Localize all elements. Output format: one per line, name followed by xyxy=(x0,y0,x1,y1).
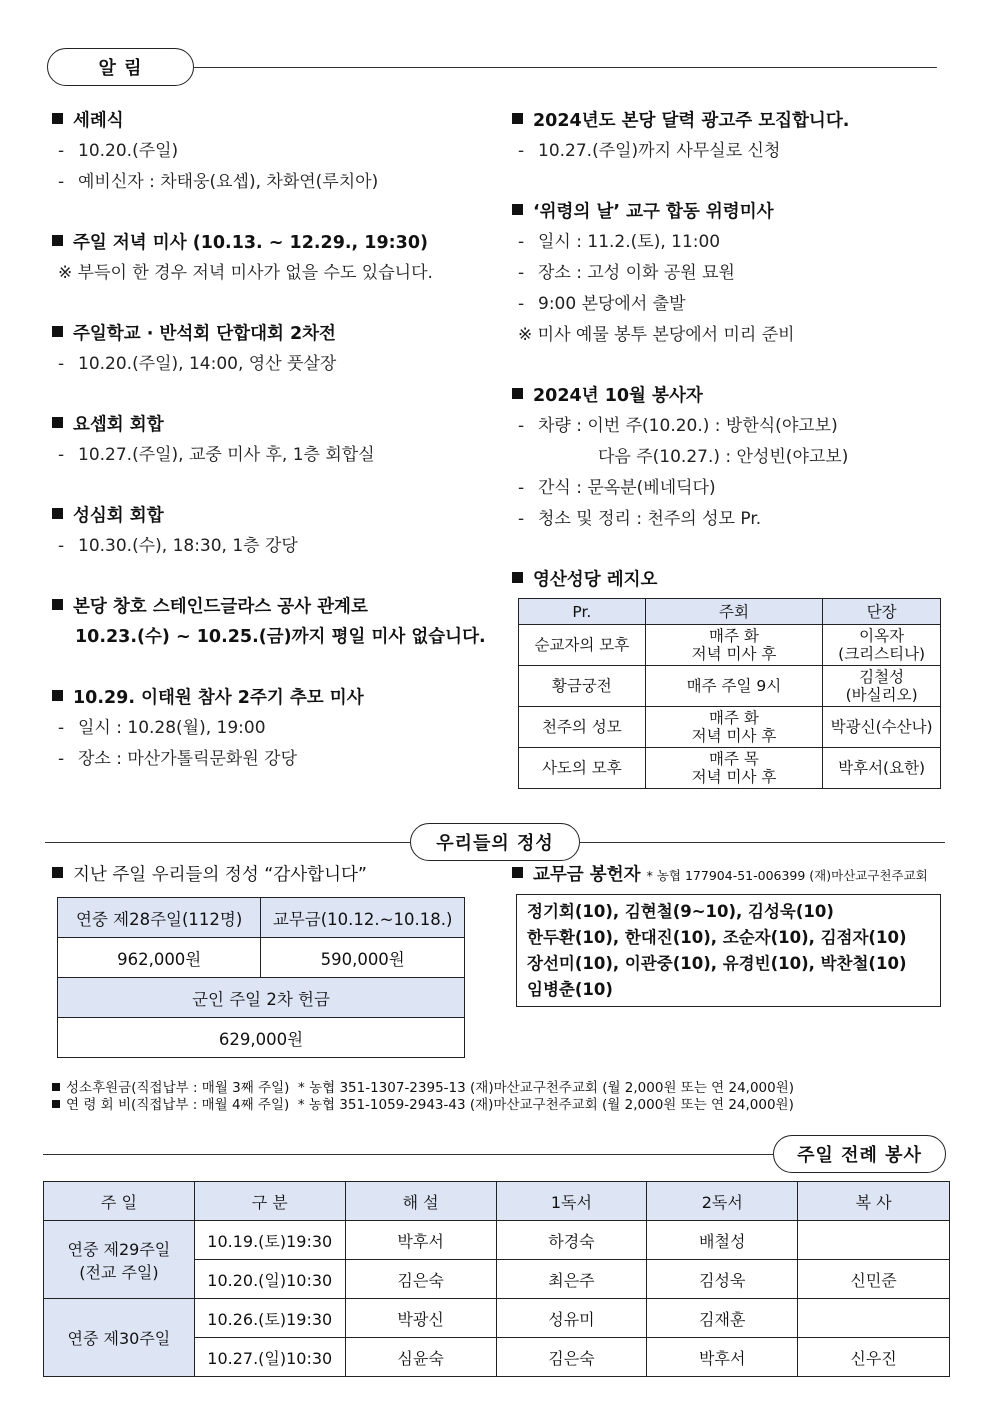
bullet-square-icon xyxy=(52,235,63,246)
offering-thanks-title: 지난 주일 우리들의 정성 “감사합니다” xyxy=(52,860,367,890)
notice-sacred-heart-meeting: 성심회 회합 - 10.30.(수), 18:30, 1층 강당 xyxy=(52,501,502,562)
divider xyxy=(194,67,937,68)
offering-header: 우리들의 정성 xyxy=(410,823,580,861)
notice-sunday-evening-mass: 주일 저녁 미사 (10.13. ~ 12.29., 19:30) ※ 부득이 한 경우 저녁 미사가 없을 수도 있습니다. xyxy=(52,228,502,289)
table-row: 황금궁전 매주 주일 9시 김철성 (바실리오) xyxy=(519,666,941,707)
notice-baptism: 세례식 - 10.20.(주일) - 예비신자 : 차태웅(요셉), 차화연(루치아) xyxy=(52,106,502,198)
table-row: 천주의 성모 매주 화 저녁 미사 후 박광신(수산나) xyxy=(519,707,941,748)
bullet-square-icon xyxy=(52,599,63,610)
donors-title: 교무금 봉헌자 * 농협 177904-51-006399 (재)마산교구천주교회 xyxy=(512,860,928,891)
notices-right-column xyxy=(512,106,952,595)
note-vocation-support: 성소후원금(직접납부 : 매월 3째 주일) * 농협 351-1307-2395-13 (재)마산교구천주교회 (월 2,000원 또는 연 24,000원) xyxy=(52,1080,794,1097)
notice-calendar-ads: 2024년도 본당 달력 광고주 모집합니다. - 10.27.(주일)까지 사무실로 신청 xyxy=(512,106,952,167)
table-row: 순교자의 모후 매주 화 저녁 미사 후 이옥자 (크리스티나) xyxy=(519,625,941,666)
divider xyxy=(45,842,410,843)
notice-joseph-meeting: 요셉회 회합 - 10.27.(주일), 교중 미사 후, 1층 회합실 xyxy=(52,410,502,471)
notice-october-volunteers: 2024년 10월 봉사자 - 차량 : 이번 주(10.20.) : 방한식(야고보) 다음 주(10.27.) : 안성빈(야고보) - 간식 : 문옥분(베네딕다) - 청소 및 정리 : 천주의 성모 Pr. xyxy=(512,381,952,535)
bullet-square-icon xyxy=(512,572,523,583)
service-header: 주일 전례 봉사 xyxy=(773,1135,946,1173)
bullet-square-icon xyxy=(52,1100,60,1108)
table-row: 10.27.(일)10:30 심윤숙 김은숙 박후서 신우진 xyxy=(44,1338,950,1377)
table-row: 사도의 모후 매주 목 저녁 미사 후 박후서(요한) xyxy=(519,748,941,789)
table-row: 10.20.(일)10:30 김은숙 최은주 김성욱 신민준 xyxy=(44,1260,950,1299)
bullet-square-icon xyxy=(52,690,63,701)
table-row: 연중 제29주일 (전교 주일) 10.19.(토)19:30 박후서 하경숙 배철성 xyxy=(44,1221,950,1260)
donors-box: 정기회(10), 김현철(9~10), 김성욱(10) 한두환(10), 한대진(10), 조순자(10), 김점자(10) 장선미(10), 이관중(10), 유경빈(10), 박찬철(10) 임병춘(10) xyxy=(516,894,941,1007)
bullet-square-icon xyxy=(512,867,523,878)
legio-table xyxy=(518,598,941,789)
notices-header: 알 림 xyxy=(47,48,194,86)
notice-stained-glass: 본당 창호 스테인드글라스 공사 관계로 10.23.(수) ~ 10.25.(금)까지 평일 미사 없습니다. xyxy=(52,592,502,653)
notice-sunday-school: 주일학교 · 반석회 단합대회 2차전 - 10.20.(주일), 14:00, 영산 풋살장 xyxy=(52,319,502,380)
bullet-square-icon xyxy=(52,326,63,337)
table-header-row: Pr. 주회 단장 xyxy=(519,599,941,625)
note-funeral-society-fee: 연 령 회 비(직접납부 : 매월 4째 주일) * 농협 351-1059-2943-43 (재)마산교구천주교회 (월 2,000원 또는 연 24,000원) xyxy=(52,1097,794,1114)
bullet-square-icon xyxy=(52,113,63,124)
bullet-square-icon xyxy=(52,417,63,428)
bullet-square-icon xyxy=(52,508,63,519)
payment-notes xyxy=(52,1080,794,1114)
notice-legio: 영산성당 레지오 xyxy=(512,565,952,595)
notice-all-souls-mass: ‘위령의 날’ 교구 합동 위령미사 - 일시 : 11.2.(토), 11:00 - 장소 : 고성 이화 공원 묘원 - 9:00 본당에서 출발 ※ 미사 예물 봉투 본당에서 미리 준비 xyxy=(512,197,952,351)
notice-itaewon-memorial: 10.29. 이태원 참사 2주기 추모 미사 - 일시 : 10.28(월), 19:00 - 장소 : 마산가톨릭문화원 강당 xyxy=(52,683,502,775)
bullet-square-icon xyxy=(512,204,523,215)
table-header-row: 주 일 구 분 해 설 1독서 2독서 복 사 xyxy=(44,1182,950,1221)
bullet-square-icon xyxy=(512,388,523,399)
liturgy-service-table xyxy=(43,1181,950,1377)
notices-left-column xyxy=(52,106,502,775)
divider xyxy=(580,842,945,843)
bullet-square-icon xyxy=(52,1083,60,1091)
bullet-square-icon xyxy=(52,867,63,878)
offering-table: 연중 제28주일(112명) 교무금(10.12.~10.18.) 962,000원 590,000원 군인 주일 2차 헌금 629,000원 xyxy=(57,897,465,1058)
divider xyxy=(43,1154,773,1155)
bullet-square-icon xyxy=(512,113,523,124)
table-row: 연중 제30주일 10.26.(토)19:30 박광신 성유미 김재훈 xyxy=(44,1299,950,1338)
